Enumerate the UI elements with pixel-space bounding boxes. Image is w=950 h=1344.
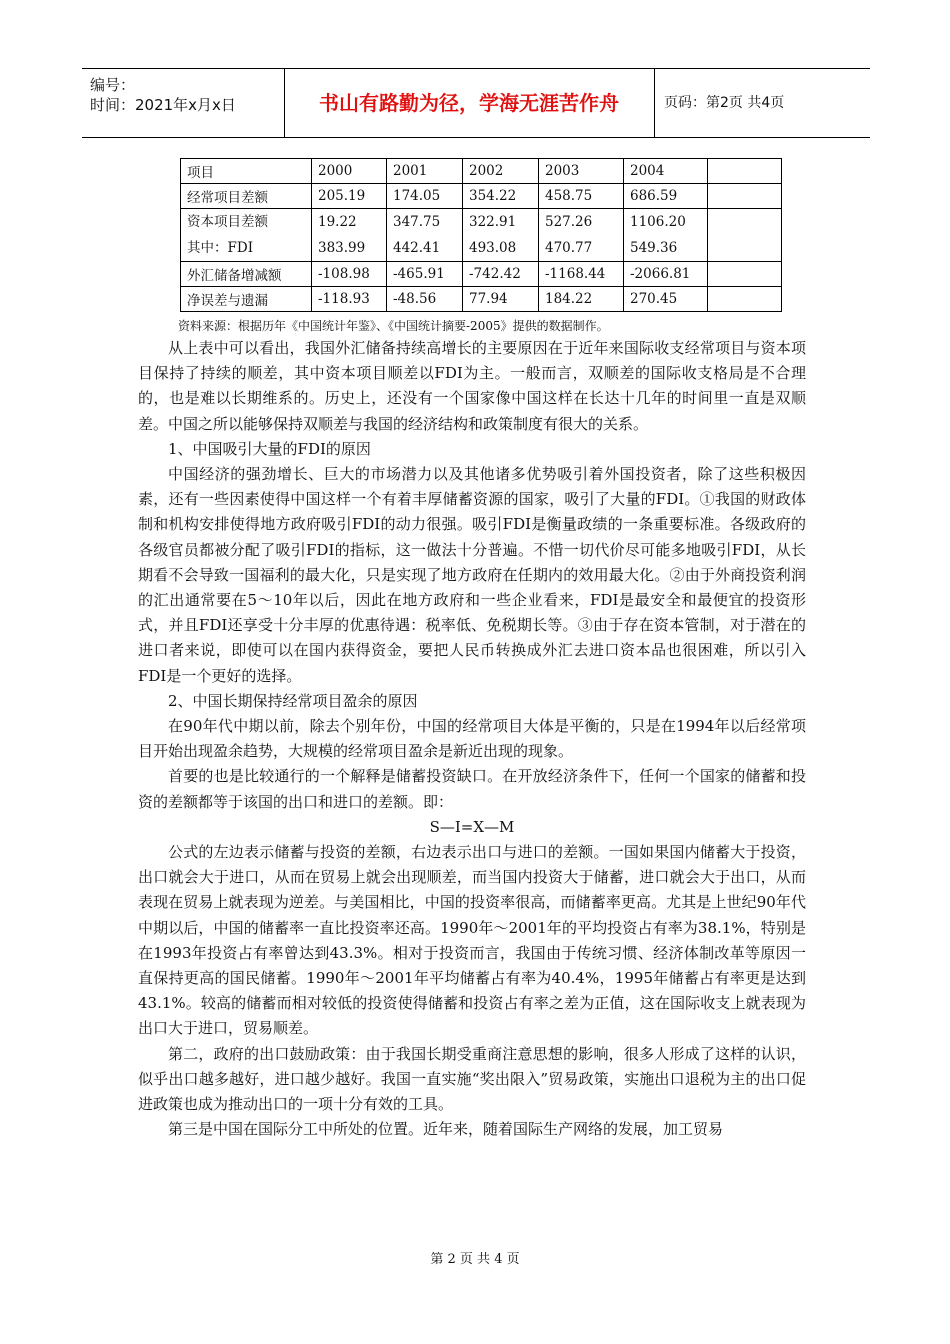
table-cell xyxy=(708,209,782,262)
cell-line: 322.91 xyxy=(469,214,517,230)
paragraph: 从上表中可以看出，我国外汇储备持续高增长的主要原因在于近年来国际收支经常项目与资本项目保持了持续的顺差，其中资本项目顺差以FDI为主。一般而言，双顺差的国际收支格局是不合理的，也是难以长期维系的。历史上，还没有一个国家像中国这样在长达十几年的时间里一直是双顺差。中国之所以能够保持双顺差与我国的经济结构和政策制度有很大的关系。 xyxy=(138,339,806,433)
table-cell xyxy=(624,209,708,262)
table-cell xyxy=(708,262,782,287)
table-row xyxy=(181,209,782,262)
table-cell: 2002 xyxy=(463,159,539,184)
paragraph: 首要的也是比较通行的一个解释是储蓄投资缺口。在开放经济条件下，任何一个国家的储蓄和投资的差额都等于该国的出口和进口的差额。即： xyxy=(138,767,806,811)
table-cell: 净误差与遗漏 xyxy=(181,287,312,312)
cell-line: 549.36 xyxy=(630,240,678,256)
cell-line: 383.99 xyxy=(318,240,366,256)
cell-line: 470.77 xyxy=(545,240,593,256)
page-header xyxy=(82,68,870,138)
table-cell: 外汇储备增减额 xyxy=(181,262,312,287)
document-number-label: 编号： xyxy=(90,76,136,94)
paragraph: 中国经济的强劲增长、巨大的市场潜力以及其他诸多优势吸引着外国投资者，除了这些积极因素，还有一些因素使得中国这样一个有着丰厚储蓄资源的国家，吸引了大量的FDI。①我国的财政体制和机构安排使得地方政府吸引FDI的动力很强。吸引FDI是衡量政绩的一条重要标准。各级政府的各级官员都被分配了吸引FDI的指标，这一做法十分普遍。不惜一切代价尽可能多地吸引FDI，从长期看不会导致一国福利的最大化，只是实现了地方政府在任期内的效用最大化。②由于外商投资利润的汇出通常要在5～10年以后，因此在地方政府和一些企业看来，FDI是最安全和最便宜的投资形式，并且FDI还享受十分丰厚的优惠待遇：税率低、免税期长等。③由于存在资本管制，对于潜在的进口者来说，即使可以在国内获得资金，要把人民币转换成外汇去进口资本品也很困难，所以引入FDI是一个更好的选择。 xyxy=(138,465,806,685)
table-cell xyxy=(312,209,387,262)
table-cell: -1168.44 xyxy=(539,262,624,287)
table-cell: 77.94 xyxy=(463,287,539,312)
table-cell: 354.22 xyxy=(463,184,539,209)
table-cell: 184.22 xyxy=(539,287,624,312)
table-cell: 项目 xyxy=(181,159,312,184)
table-row xyxy=(181,184,782,209)
body-text xyxy=(138,336,806,1143)
table-cell: 205.19 xyxy=(312,184,387,209)
cell-line: 其中：FDI xyxy=(187,240,254,256)
header-divider xyxy=(654,69,655,137)
page-footer: 第 2 页 共 4 页 xyxy=(430,1252,520,1267)
paragraph: 第二，政府的出口鼓励政策：由于我国长期受重商注意思想的影响，很多人形成了这样的认识，似乎出口越多越好，进口越少越好。我国一直实施“奖出限入”贸易政策，实施出口退税为主的出口促进政策也成为推动出口的一项十分有效的工具。 xyxy=(138,1044,806,1114)
table-cell: -48.56 xyxy=(387,287,463,312)
table-cell xyxy=(387,209,463,262)
table-source-note: 资料来源：根据历年《中国统计年鉴》、《中国统计摘要-2005》提供的数据制作。 xyxy=(178,319,609,333)
table-row xyxy=(181,159,782,184)
table-cell xyxy=(463,209,539,262)
paragraph: 在90年代中期以前，除去个别年份，中国的经常项目大体是平衡的，只是在1994年以后经常项目开始出现盈余趋势，大规模的经常项目盈余是新近出现的现象。 xyxy=(138,717,806,761)
table-cell: 458.75 xyxy=(539,184,624,209)
cell-line: 442.41 xyxy=(393,240,441,256)
header-motto: 书山有路勤为径，学海无涯苦作舟 xyxy=(319,91,619,115)
table-cell: 174.05 xyxy=(387,184,463,209)
header-page-label: 页码：第2页 共4页 xyxy=(664,95,785,111)
table-cell xyxy=(708,159,782,184)
table-cell: -742.42 xyxy=(463,262,539,287)
section-heading: 2、中国长期保持经常项目盈余的原因 xyxy=(168,691,418,710)
table-cell: 686.59 xyxy=(624,184,708,209)
header-meta xyxy=(82,69,282,137)
table-row xyxy=(181,287,782,312)
table-cell: 270.45 xyxy=(624,287,708,312)
balance-of-payments-table xyxy=(180,158,782,312)
table-cell: -108.98 xyxy=(312,262,387,287)
cell-line: 493.08 xyxy=(469,240,517,256)
cell-line: 527.26 xyxy=(545,214,593,230)
table-cell: 2000 xyxy=(312,159,387,184)
table-cell: -465.91 xyxy=(387,262,463,287)
table-row xyxy=(181,262,782,287)
document-date-label: 时间：2021年x月x日 xyxy=(90,96,236,114)
table-cell: 2004 xyxy=(624,159,708,184)
table-cell: 2003 xyxy=(539,159,624,184)
cell-line: 347.75 xyxy=(393,214,441,230)
section-heading: 1、中国吸引大量的FDI的原因 xyxy=(168,439,371,458)
table-cell xyxy=(708,184,782,209)
table-cell xyxy=(181,209,312,262)
formula: S—I=X—M xyxy=(429,817,515,836)
cell-line: 19.22 xyxy=(318,214,357,230)
cell-line: 资本项目差额 xyxy=(187,214,268,230)
cell-line: 1106.20 xyxy=(630,214,686,230)
table-cell xyxy=(708,287,782,312)
paragraph: 公式的左边表示储蓄与投资的差额，右边表示出口与进口的差额。一国如果国内储蓄大于投资，出口就会大于进口，从而在贸易上就会出现顺差，而当国内投资大于储蓄，进口就会大于出口，从而表现在贸易上就表现为逆差。与美国相比，中国的投资率很高，而储蓄率更高。尤其是上世纪90年代中期以后，中国的储蓄率一直比投资率还高。1990年～2001年的平均投资占有率为38.1%，特别是在1993年投资占有率曾达到43.3%。相对于投资而言，我国由于传统习惯、经济体制改革等原因一直保持更高的国民储蓄。1990年～2001年平均储蓄占有率为40.4%，1995年储蓄占有率更是达到43.1%。较高的储蓄而相对较低的投资使得储蓄和投资占有率之差为正值，这在国际收支上就表现为出口大于进口，贸易顺差。 xyxy=(138,843,806,1038)
table-cell: 2001 xyxy=(387,159,463,184)
table-cell xyxy=(539,209,624,262)
table-cell: -118.93 xyxy=(312,287,387,312)
table-cell: -2066.81 xyxy=(624,262,708,287)
table-cell: 经常项目差额 xyxy=(181,184,312,209)
paragraph: 第三是中国在国际分工中所处的位置。近年来，随着国际生产网络的发展，加工贸易 xyxy=(168,1120,724,1139)
